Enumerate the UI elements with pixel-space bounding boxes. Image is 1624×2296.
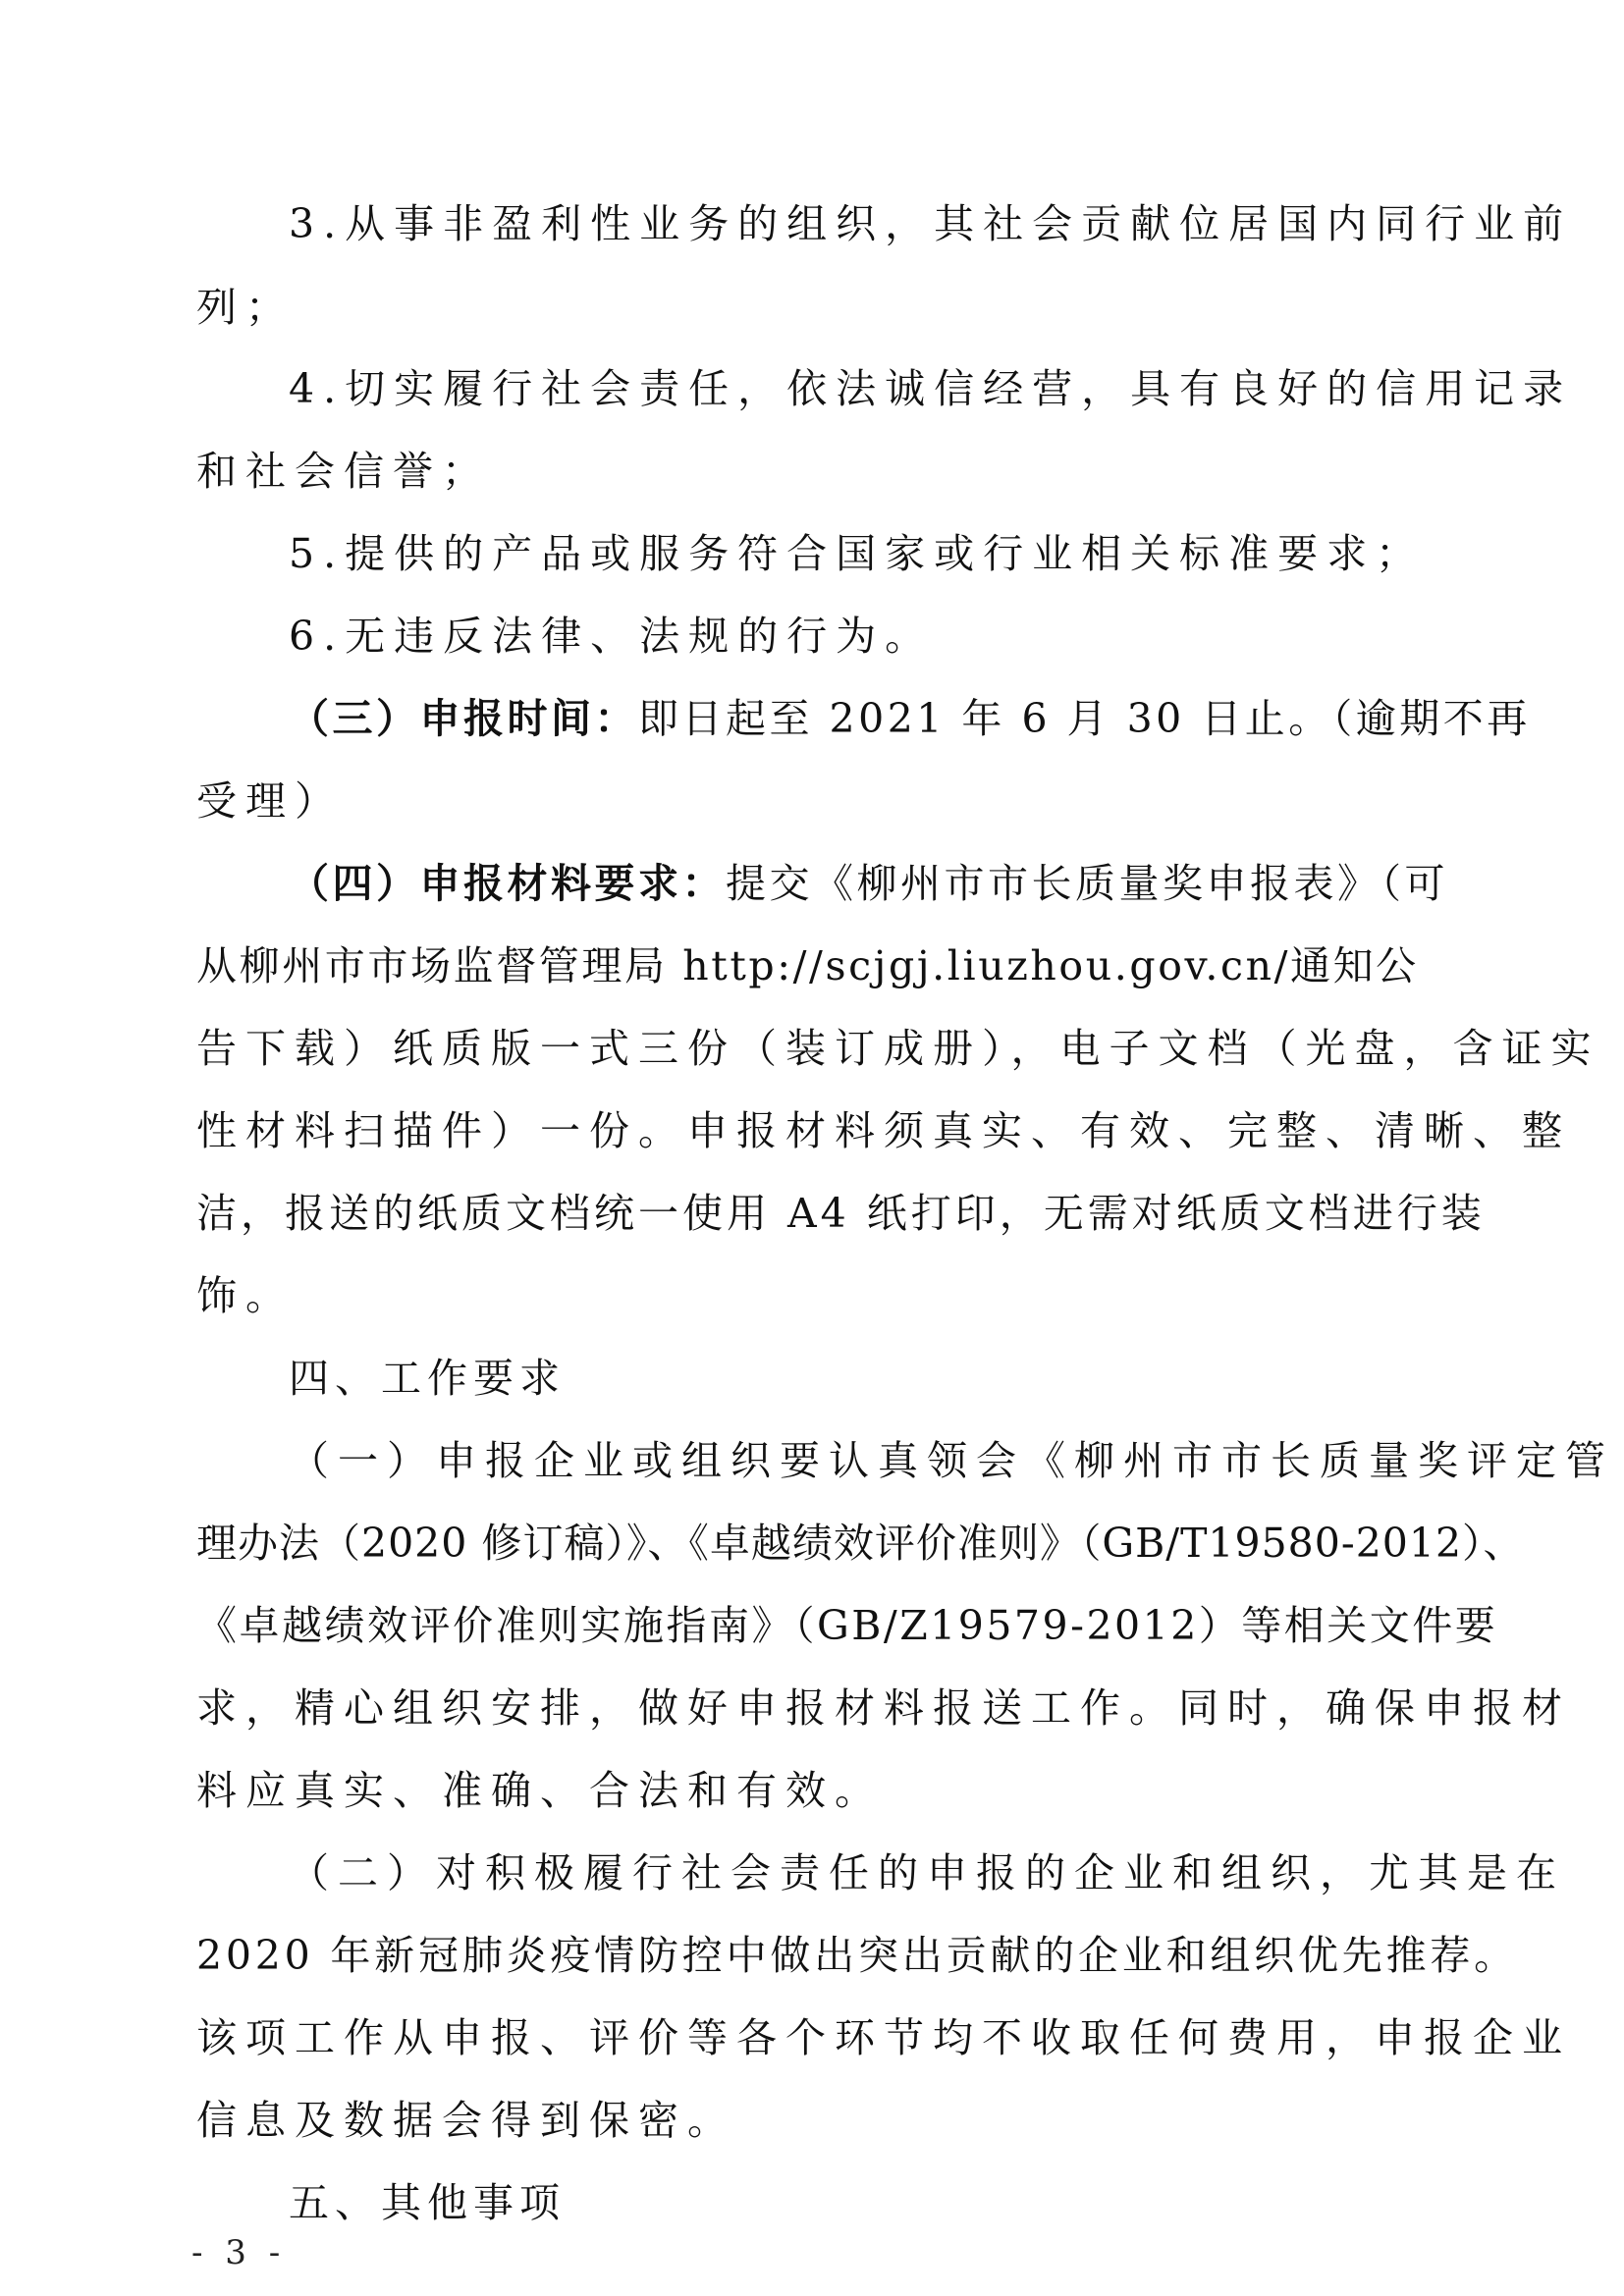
req-2-line-3: 该项工作从申报、评价等各个环节均不收取任何费用，申报企业: [196, 2014, 1571, 2061]
section-4-label: （四）申报材料要求：: [289, 860, 726, 907]
req-2-line-4: 信息及数据会得到保密。: [196, 2097, 736, 2144]
req-1-line-5: 料应真实、准确、合法和有效。: [196, 1767, 884, 1814]
section-3-line-2: 受理）: [196, 777, 344, 825]
req-2-line-1: （二）对积极履行社会责任的申报的企业和组织，尤其是在: [289, 1849, 1565, 1896]
criteria-4-line-1: 4.切实履行社会责任，依法诚信经营，具有良好的信用记录: [289, 365, 1573, 412]
req-1-line-1: （一）申报企业或组织要认真领会《柳州市市长质量奖评定管: [289, 1437, 1614, 1484]
criteria-item-5: 5.提供的产品或服务符合国家或行业相关标准要求；: [289, 530, 1426, 577]
req-1-line-2: 理办法（2020 修订稿）》、《卓越绩效评价准则》（GB/T19580-2012）、: [196, 1520, 1525, 1567]
criteria-3-line-1: 3.从事非盈利性业务的组织，其社会贡献位居国内同行业前: [289, 200, 1573, 247]
criteria-item-6: 6.无违反法律、法规的行为。: [289, 613, 935, 660]
page-number: - 3 -: [191, 2233, 287, 2272]
criteria-4-line-2: 和社会信誉；: [196, 448, 491, 495]
heading-work-requirements: 四、工作要求: [289, 1355, 566, 1402]
heading-other-matters: 五、其他事项: [289, 2179, 566, 2226]
criteria-3-line-2: 列；: [196, 284, 295, 331]
section-3-label: （三）申报时间：: [289, 695, 638, 742]
req-1-line-4: 求，精心组织安排，做好申报材料报送工作。同时，确保申报材: [196, 1684, 1571, 1732]
section-4-line-5: 洁，报送的纸质文档统一使用 A4 纸打印，无需对纸质文档进行装: [196, 1190, 1486, 1237]
section-4-line-6: 饰。: [196, 1272, 295, 1319]
section-4-line-4: 性材料扫描件）一份。申报材料须真实、有效、完整、清晰、整: [196, 1107, 1571, 1154]
req-2-line-2: 2020 年新冠肺炎疫情防控中做出突出贡献的企业和组织优先推荐。: [196, 1932, 1518, 1979]
section-4-line-3: 告下载）纸质版一式三份（装订成册），电子文档（光盘，含证实: [196, 1025, 1600, 1072]
section-3-line-1: （三）申报时间：即日起至 2021 年 6 月 30 日止。（逾期不再: [289, 695, 1531, 742]
section-4-line-1: （四）申报材料要求：提交《柳州市市长质量奖申报表》（可: [289, 860, 1448, 907]
section-4-line-2: 从柳州市市场监督管理局 http://scjgj.liuzhou.gov.cn/通知公: [196, 942, 1419, 989]
req-1-line-3: 《卓越绩效评价准则实施指南》（GB/Z19579-2012）等相关文件要: [196, 1602, 1498, 1649]
